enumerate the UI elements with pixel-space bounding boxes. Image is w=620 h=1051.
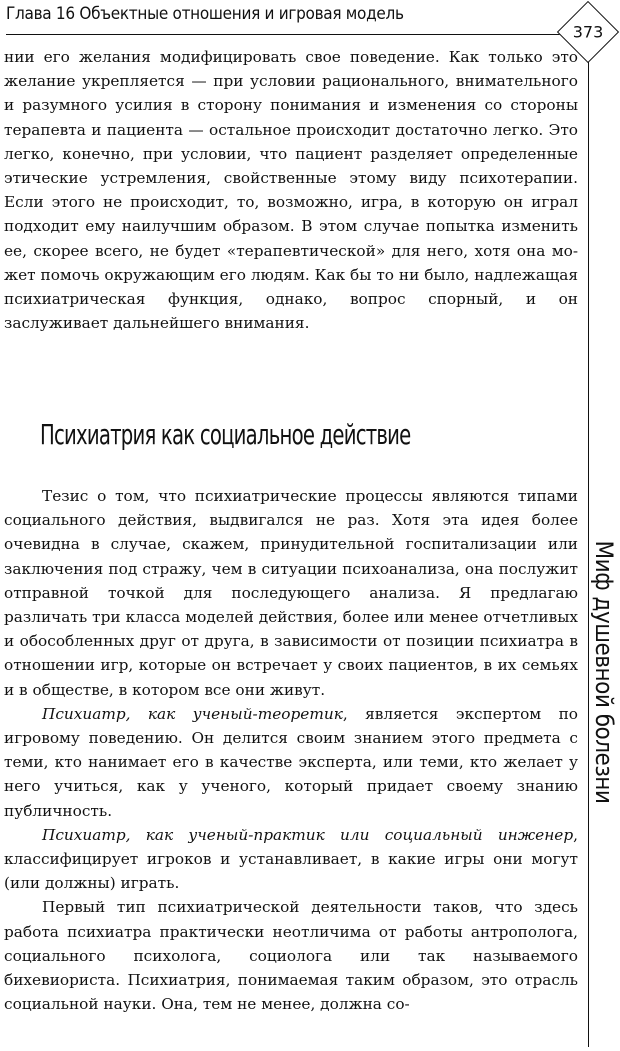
term-practitioner: Психиатр, как ученый-практик или социальный инженер xyxy=(42,825,574,844)
body-text-bottom xyxy=(4,484,578,1016)
paragraph-thesis: Тезис о том, что психиатрические процессы являются типами социального действия, выдвигался не раз. Хотя эта идея более очевидна в случае, скажем, принудительной госпитализации или заключения под стражу, чем в ситуации психоанализа, она послужит отправной точкой для последующего анализа. Я предлагаю различать три класса моделей действия, более или менее отчетливых и обособленных друг от друга, в зависимости от позиции психиатра в отношении игр, которые он встречает у своих пациентов, в их семьях и в обществе, в котором все они живут. xyxy=(4,487,578,699)
running-header xyxy=(6,4,576,24)
paragraph-first-type: Первый тип психиатрической деятельности таков, что здесь работа психиатра практически неотличима от работы антрополога, социального психолога, социолога или так называемого бихевиориста. Психиатрия, понимаемая таким образом, это отрасль социальной науки. Она, тем не менее, должна со- xyxy=(4,898,578,1014)
paragraph-practitioner-text: , классифицирует игроков и устанавливает, в какие игры они могут (или должны) играть. xyxy=(4,825,578,893)
term-theorist: Психиатр, как ученый-теоретик xyxy=(42,704,343,723)
side-rule xyxy=(588,62,589,1047)
page-number: 373 xyxy=(572,22,604,42)
section-heading: Психиатрия как социальное действие xyxy=(40,418,411,451)
paragraph-practitioner xyxy=(4,823,578,896)
paragraph-continued: нии его желания модифицировать свое поведение. Как только это желание укрепляется — при условии рационального, внимательного и разумного усилия в сторону понимания и изменения со стороны терапевта и пациента — остальное происходит достаточно легко. Это легко, конечно, при условии, что пациент разделяет определенные этические устремления, свойственные этому виду психотерапии. Если этого не происходит, то, возможно, игра, в которую он играл подходит ему наилучшим образом. В этом случае попытка изменить ее, скорее всего, не будет «терапевтической» для него, хотя она может помочь окружающим его людям. Как бы то ни было, надлежащая психиатрическая функция, однако, вопрос спорный, и он заслуживает дальнейшего внимания. xyxy=(4,48,578,333)
paragraph-theorist xyxy=(4,702,578,823)
running-title: Глава 16 Объектные отношения и игровая модель xyxy=(6,4,404,24)
header-rule xyxy=(6,34,574,35)
side-book-title: Миф душевной болезни xyxy=(590,540,618,804)
body-text-top xyxy=(4,45,578,335)
paragraph-theorist-text: , является экспертом по игровому поведению. Он делится своим знанием этого предмета с теми, кто нанимает его в качестве эксперта, или теми, кто желает у него учиться, как у ученого, который придает своему знанию публичность. xyxy=(4,704,578,820)
